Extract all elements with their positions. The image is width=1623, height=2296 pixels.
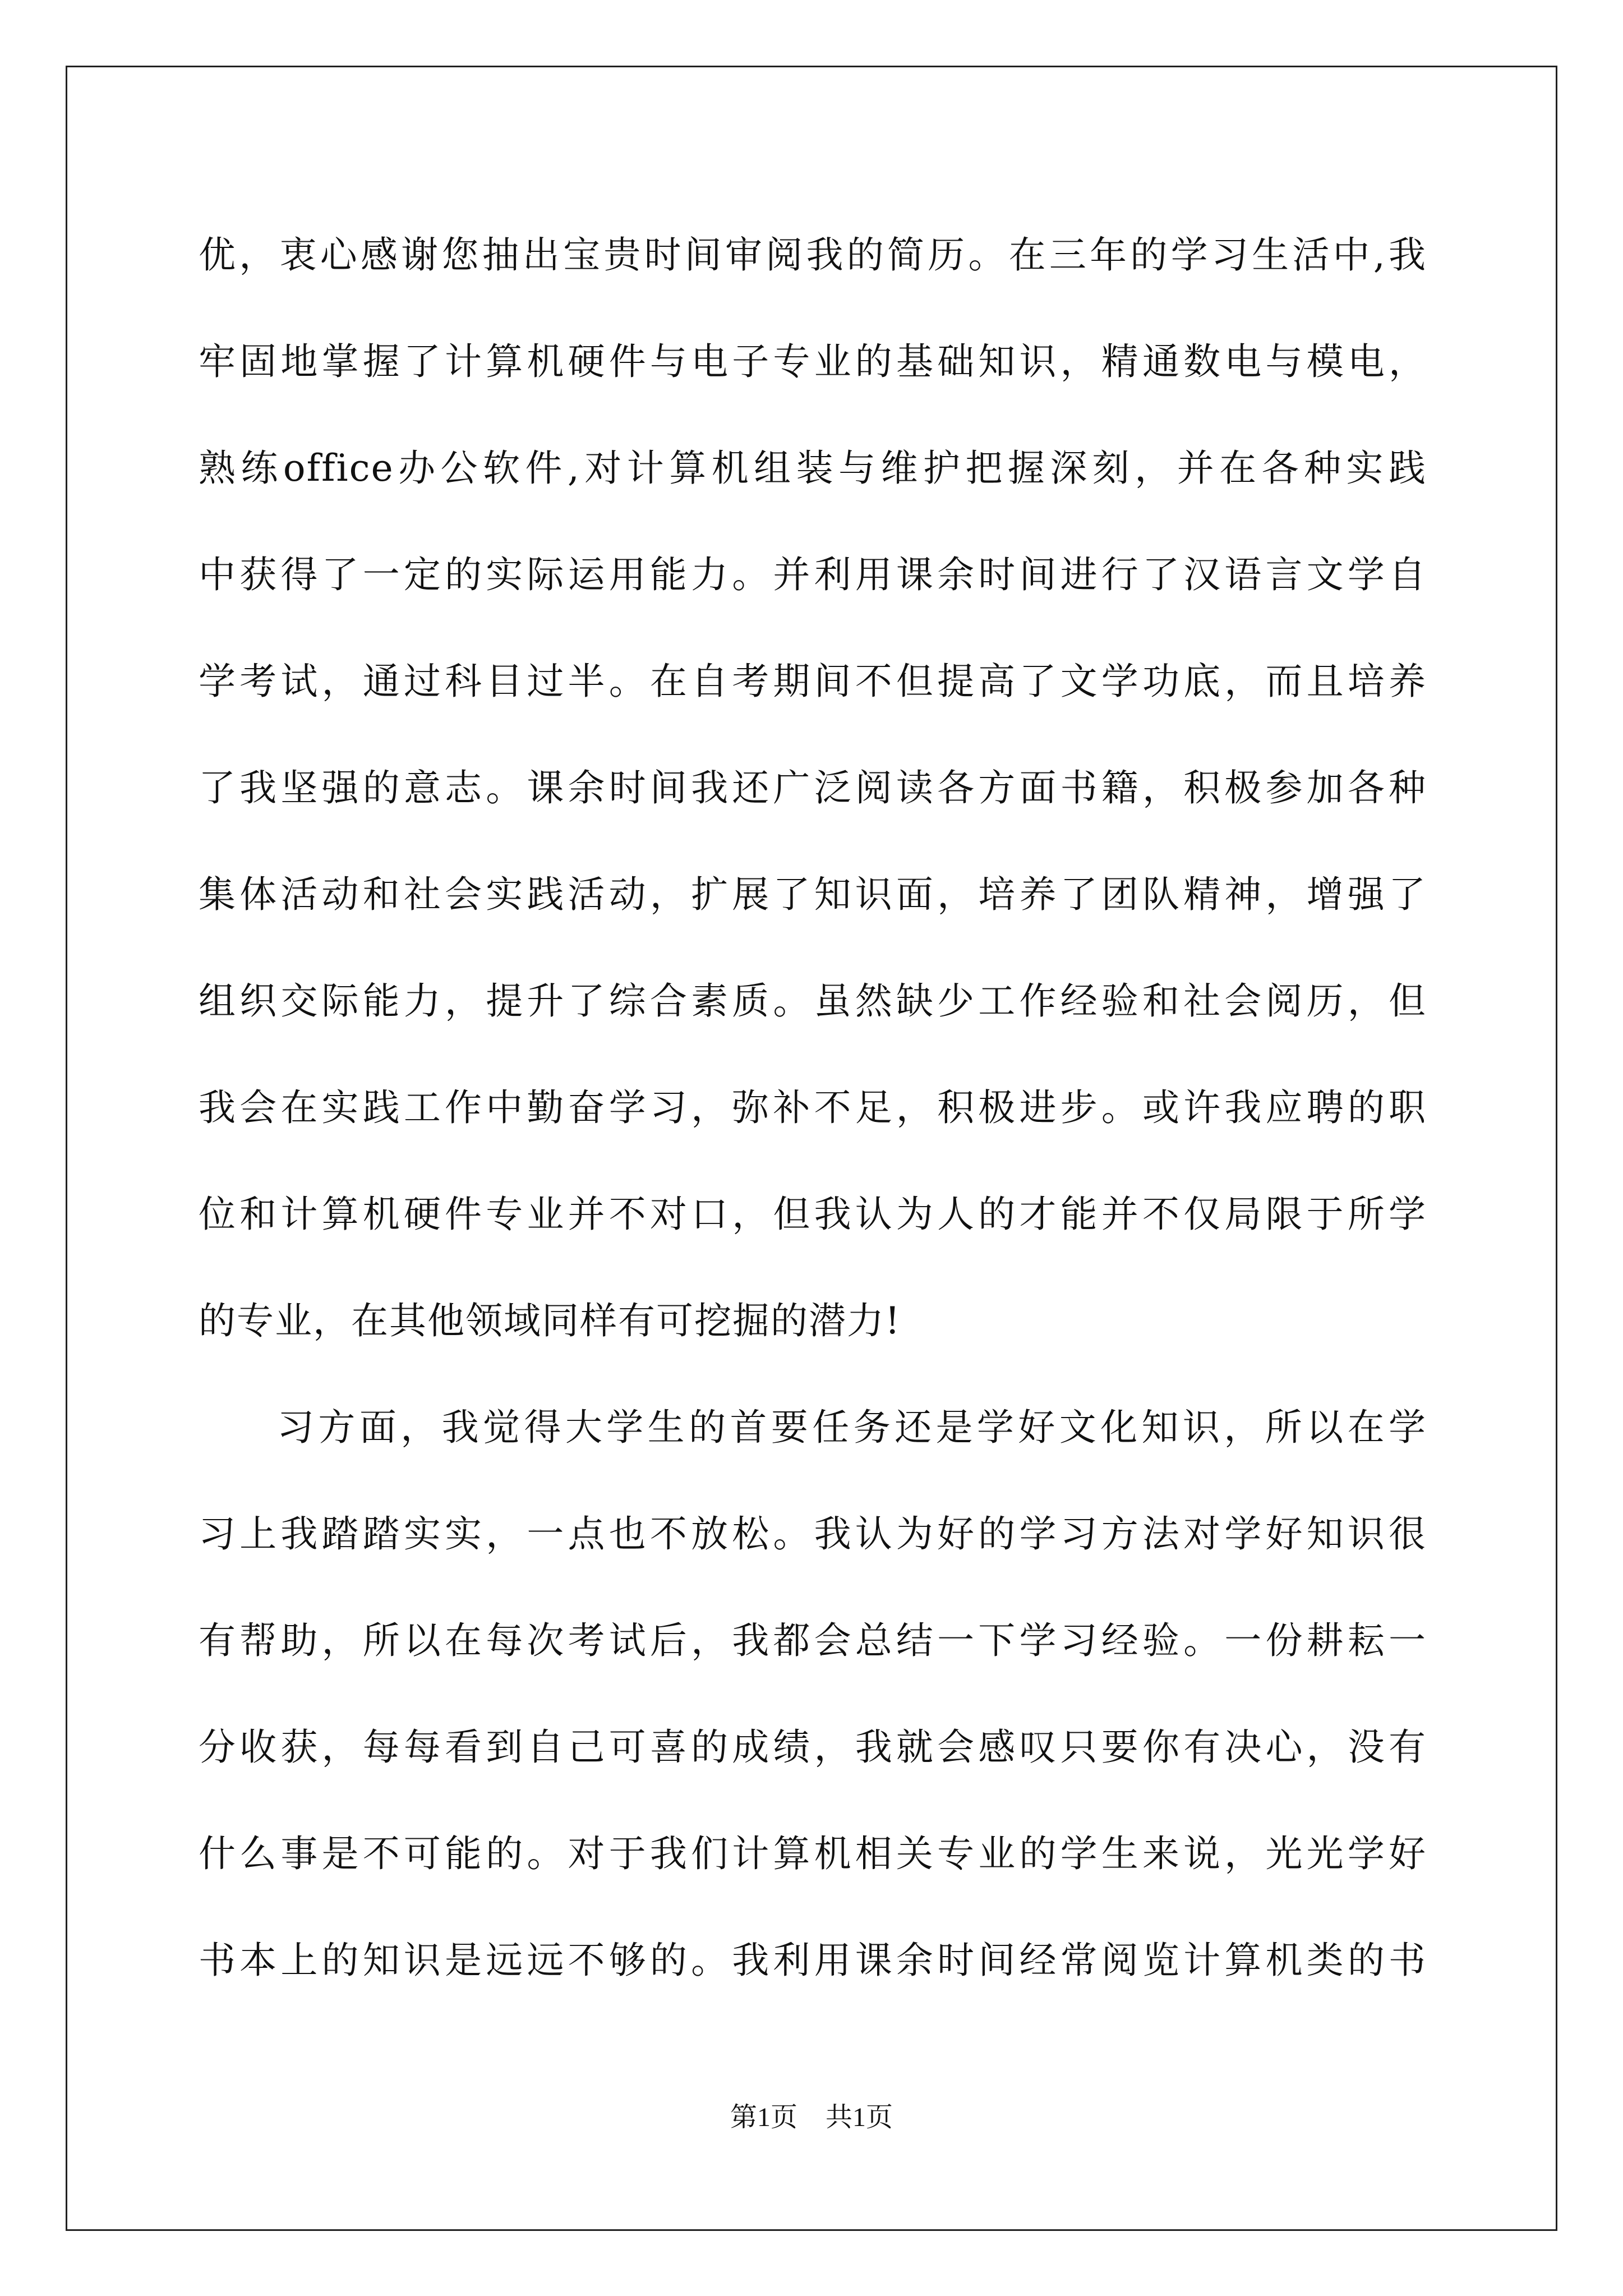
text-line: 我会在实践工作中勤奋学习，弥补不足，积极进步。或许我应聘的职 (199, 1086, 1427, 1129)
text-line: 习上我踏踏实实，一点也不放松。我认为好的学习方法对学好知识很 (199, 1512, 1427, 1556)
text-line: 牢固地掌握了计算机硬件与电子专业的基础知识，精通数电与模电， (199, 340, 1427, 383)
text-line: 优，衷心感谢您抽出宝贵时间审阅我的简历。在三年的学习生活中,我 (199, 233, 1427, 277)
text-line: 分收获，每每看到自己可喜的成绩，我就会感叹只要你有决心，没有 (199, 1726, 1427, 1769)
text-line: 书本上的知识是远远不够的。我利用课余时间经常阅览计算机类的书 (199, 1939, 1427, 1982)
text-line: 中获得了一定的实际运用能力。并利用课余时间进行了汉语言文学自 (199, 553, 1427, 596)
document-body (199, 213, 1427, 2025)
text-line: 的专业，在其他领域同样有可挖掘的潜力! (199, 1299, 901, 1342)
page-footer (0, 2095, 1623, 2134)
text-line: 学考试，通过科目过半。在自考期间不但提高了文学功底，而且培养 (199, 660, 1427, 703)
page-total: 共1页 (826, 2102, 893, 2132)
text-line: 集体活动和社会实践活动，扩展了知识面，培养了团队精神，增强了 (199, 873, 1427, 916)
page-number: 第1页 (730, 2102, 797, 2132)
text-line: 有帮助，所以在每次考试后，我都会总结一下学习经验。一份耕耘一 (199, 1619, 1427, 1662)
text-line: 位和计算机硬件专业并不对口，但我认为人的才能并不仅局限于所学 (199, 1193, 1427, 1236)
text-line: 了我坚强的意志。课余时间我还广泛阅读各方面书籍，积极参加各种 (199, 766, 1427, 809)
text-line: 熟练office办公软件,对计算机组装与维护把握深刻，并在各种实践 (199, 447, 1427, 490)
text-line: 组织交际能力，提升了综合素质。虽然缺少工作经验和社会阅历，但 (199, 979, 1427, 1023)
paragraph-first-line: 习方面，我觉得大学生的首要任务还是学好文化知识，所以在学 (277, 1406, 1427, 1449)
text-line: 什么事是不可能的。对于我们计算机相关专业的学生来说，光光学好 (199, 1832, 1427, 1875)
